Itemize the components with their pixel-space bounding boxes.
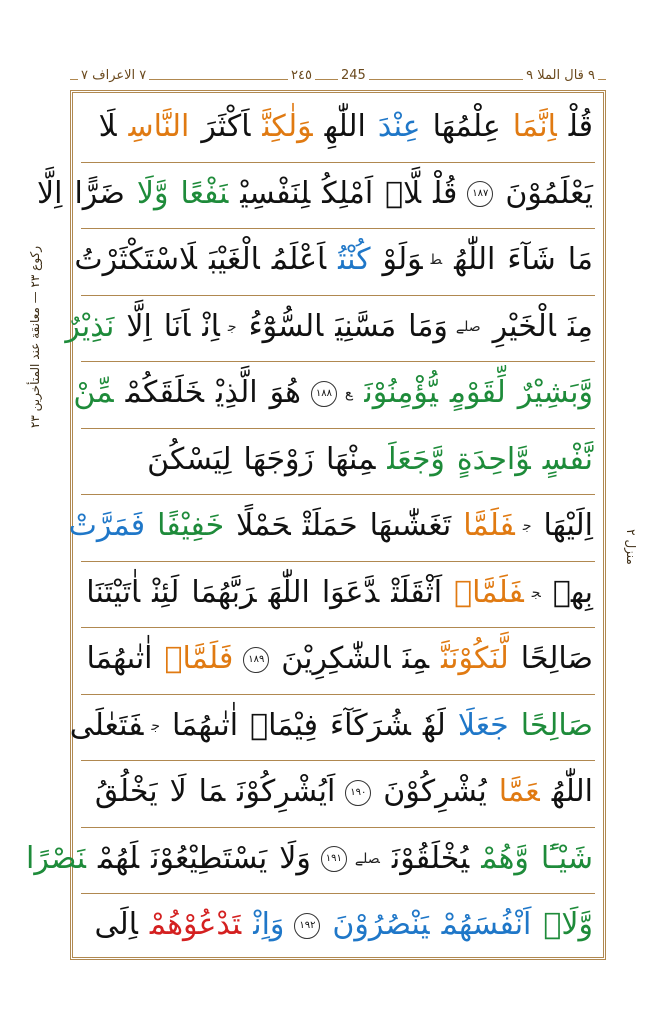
quran-word: اِلَى [94,907,138,942]
verse-line [83,629,593,689]
waqf-sign: ط [430,252,443,268]
verse-line [37,164,593,224]
waqf-sign: صلے [455,318,481,335]
quran-word: يُّؤْمِنُوْنَ [364,375,438,410]
quran-word: مِّنْ [73,375,114,410]
quran-word: اَنْفُسَهُمْ [441,907,532,942]
quran-word: جَعَلَا [457,707,509,743]
quran-word: اِلَّا [37,175,63,211]
waqf-sign: ج [151,717,161,734]
line-divider [81,627,595,628]
verse-line [65,297,593,357]
waqf-sign: صلے [354,850,380,867]
juz-name-label: ٩ قال الملا ٩ [523,68,598,83]
quran-word: صَالِحًا [520,707,593,743]
page-number-arabic: ٢٤٥ [288,68,315,83]
quran-word: يَنْصُرُوْنَ [332,907,430,942]
quran-word: لِّقَوْمٍ [449,375,506,410]
verse-line [74,230,593,290]
quran-word: مَا [567,242,593,277]
quran-word: وَلَا [279,840,311,876]
quran-word: اللّٰهُ [551,774,593,809]
verse-line [83,895,593,955]
manzil-marker: منزل ٢ [624,529,638,565]
quran-word: وَلَوْ [382,242,423,277]
quran-word: وَلٰكِنَّ [262,109,313,144]
quran-word: مِنْهَا [326,441,376,477]
quran-word: الْغَيْبَ [208,242,260,277]
quran-word: الَّذِيْ [216,375,258,410]
line-divider [81,827,595,828]
left-margin-note [20,220,44,470]
quran-word: تَدْعُوْهُمْ [149,907,242,942]
quran-word: اِلَّا [126,308,152,344]
quran-word: يَخْلُقُ [94,774,158,809]
quran-word: وَمَا [408,308,448,344]
surah-name-label: ٧ الاعراف ٧ [78,68,149,83]
waqf-sign: ع [344,385,353,401]
quran-word: وَّلَا [136,175,169,211]
quran-word: مَسَّنِيَ [335,308,397,344]
quran-word: ضَرًّا [74,175,125,211]
quran-word: اَعْلَمُ [271,242,327,277]
line-divider [81,694,595,695]
ayah-number-marker: ١٨٧ [467,181,493,207]
quran-word: وَاِنْ [253,907,285,942]
quran-word: لَّنَكُوْنَنَّ [441,641,509,676]
quran-word: خَفِيْفًا [157,508,225,543]
verse-line [83,430,593,490]
page-header [70,68,606,88]
quran-word: اَكْثَرَ [201,109,251,144]
line-divider [81,162,595,163]
page-number: 245 [338,68,369,83]
quran-word: وَّهُمْ [481,840,529,876]
verse-line [83,97,593,157]
verse-line [69,696,593,756]
verse-line [26,829,593,889]
quran-word: صَالِحًا [520,641,593,676]
quran-word: اَثْقَلَتْ [391,574,443,610]
quran-word: شَيْـًٔا [540,840,593,876]
quran-word: اللّٰهَ [268,574,310,610]
quran-word: رَبَّهُمَا [191,574,257,610]
quran-word: عَمَّا [498,774,540,809]
quran-word: نَّفْسٍ [542,441,593,477]
quran-word: لِيَسْكُنَ [147,441,232,477]
quran-word: مَا [198,774,226,809]
quran-word: وَّلَاۤ [543,907,593,942]
quran-word: اِلَيْهَا [543,508,593,543]
quran-word: قُلْ [433,175,458,211]
quran-word: خَلَقَكُمْ [125,375,204,410]
quran-word: نَفْعًا [180,175,229,211]
verse-line [68,496,593,556]
quran-word: الْخَيْرِ [492,308,556,344]
quran-word: شَآءَ [507,242,556,277]
quran-word: اَمْلِكُ [322,175,374,211]
waqf-sign: ج [522,518,532,534]
quran-word: قُلْ [568,109,593,144]
ayah-number-marker: ١٨٨ [311,381,337,407]
quran-word: نَصْرًا [26,840,86,876]
quran-word: وَّاحِدَةٍ [456,441,531,477]
quran-word: مِنَ [567,308,593,344]
quran-word: فَلَمَّاۤ [164,641,234,676]
quran-word: حَمْلًا [236,508,291,543]
quran-word: يُخْلَقُوْنَ [391,840,470,876]
quran-word: فَلَمَّا [463,508,515,543]
quran-word: لِنَفْسِيْ [240,175,311,211]
quran-word: فِيْمَاۤ [250,707,318,743]
verse-line [83,563,593,623]
quran-word: عِنْدَ [377,109,421,144]
line-divider [81,361,595,362]
quran-word: لَئِنْ [152,574,180,610]
waqf-sign: ج [531,584,541,601]
quran-word: اللّٰهُ [454,242,496,277]
quran-word: فَمَرَّتْ [68,508,146,543]
quran-word: يُشْرِكُوْنَ [383,774,487,809]
quran-word: الشّٰكِرِيْنَ [281,641,391,676]
page-footer [70,962,606,976]
quran-word: لَهٗ [422,707,446,743]
quran-word: النَّاسِ [128,109,190,144]
line-divider [81,760,595,761]
quran-word: لَا [169,774,187,809]
right-margin-note [616,490,640,610]
quran-word: اٰتَيْتَنَا [86,574,141,610]
quran-word: السُّوْٓءُ [248,308,324,344]
quran-word: لَّاۤ [385,175,422,211]
quran-word: بِهٖ [552,574,593,610]
quran-word: كُنْتُ [338,242,371,277]
ayah-number-marker: ١٩١ [321,846,347,872]
quran-word: وَّبَشِيْرٌ [517,375,593,410]
line-divider [81,428,595,429]
ayah-number-marker: ١٨٩ [243,647,269,673]
quran-word: يَسْتَطِيْعُوْنَ [151,840,268,876]
quran-word: لَا [98,109,117,144]
quran-word: مِنَ [402,641,430,676]
ayah-number-marker: ١٩٢ [294,913,320,939]
quran-word: يَعْلَمُوْنَ [505,175,593,211]
verse-line [83,762,593,822]
quran-word: اَيُشْرِكُوْنَ [237,774,336,809]
quran-word: اِنَّمَا [512,109,557,144]
ayah-number-marker: ١٩٠ [345,780,371,806]
line-divider [81,494,595,495]
line-divider [81,893,595,894]
quran-word: اِنْ [202,308,220,344]
quran-word: فَلَمَّاۤ [454,574,524,610]
quran-word: شُرَكَآءَ [329,707,411,743]
quran-word: اٰتٰىهُمَا [172,707,239,743]
line-divider [81,561,595,562]
verse-line [73,363,593,423]
quran-word: اٰتٰىهُمَا [86,641,153,676]
quran-word: حَمَلَتْ [302,508,358,543]
quran-word: اللّٰهِ [324,109,366,144]
quran-word: لَهُمْ [97,840,140,876]
waqf-sign: ج [227,318,237,335]
quran-word: اَنَا [163,308,191,344]
quran-word: عِلْمُهَا [432,109,501,144]
quran-word: هُوَ [269,375,301,410]
quran-word: دَّعَوَا [321,574,380,610]
ruku-marker: ركوع ٢٣ — معانقة عند المتأخرين ٢٣ [28,245,42,429]
quran-word: نَذِيْرٌ [65,308,115,344]
quran-word: لَاسْتَكْثَرْتُ [74,242,197,277]
line-divider [81,228,595,229]
quran-word: زَوْجَهَا [243,441,315,477]
quran-word: تَغَشّٰىهَا [369,508,452,543]
quran-word: فَتَعٰلَى [69,707,144,743]
quran-word: وَّجَعَلَ [387,441,445,477]
line-divider [81,295,595,296]
